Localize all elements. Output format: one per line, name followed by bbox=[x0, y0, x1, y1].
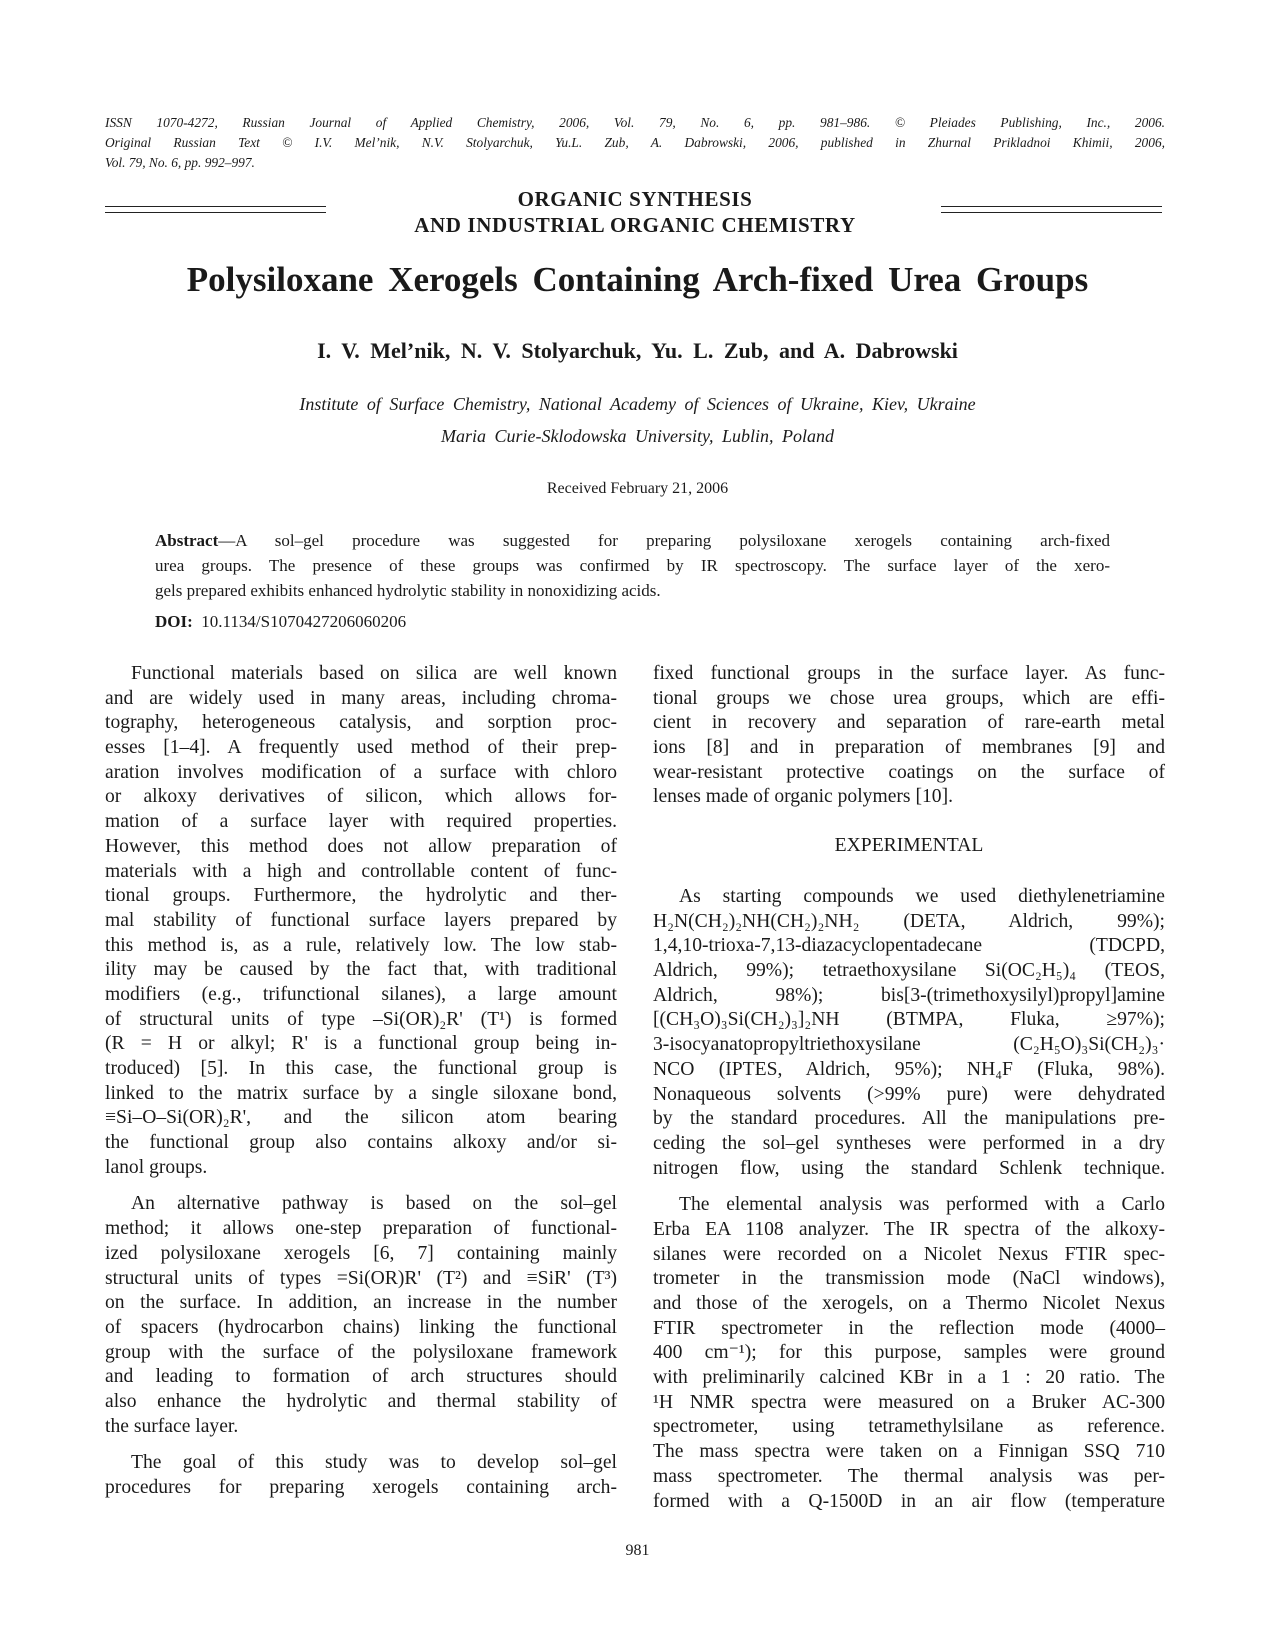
right-column-top bbox=[653, 662, 1165, 810]
body-line: this method is, as a rule, relatively low. The low stab- bbox=[105, 934, 617, 956]
body-line: method; it allows one-step preparation of functional- bbox=[105, 1218, 617, 1240]
body-line: and leading to formation of arch structures should bbox=[105, 1366, 617, 1388]
abstract-label: Abstract bbox=[155, 531, 219, 550]
body-line: Aldrich, 98%); bis[3-(trimethoxysilyl)propyl]amine bbox=[653, 984, 1165, 1006]
body-line: FTIR spectrometer in the reflection mode (4000– bbox=[653, 1317, 1165, 1339]
body-line: ¹H NMR spectra were measured on a Bruker AC-300 bbox=[653, 1391, 1165, 1413]
body-line: Functional materials based on silica are well known bbox=[131, 663, 617, 684]
header-line: ISSN 1070-4272, Russian Journal of Applied Chemistry, 2006, Vol. 79, No. 6, pp. 981–986. © Pleiades Publishing, Inc., 2006. bbox=[105, 115, 1165, 130]
body-line: trometer in the transmission mode (NaCl windows), bbox=[653, 1268, 1165, 1290]
paper-title: Polysiloxane Xerogels Containing Arch-fixed Urea Groups bbox=[186, 260, 1089, 299]
body-line: lenses made of organic polymers [10]. bbox=[653, 786, 953, 808]
rubric-rule-left bbox=[105, 206, 326, 213]
body-line: Erba EA 1108 analyzer. The IR spectra of the alkoxy- bbox=[653, 1218, 1165, 1240]
body-line: on the surface. In addition, an increase in the number bbox=[105, 1292, 617, 1314]
body-line: The goal of this study was to develop sol–gel bbox=[131, 1452, 617, 1474]
body-line: aration involves modification of a surface with chloro bbox=[105, 761, 617, 783]
body-line: An alternative pathway is based on the sol–gel bbox=[131, 1193, 617, 1215]
body-line: procedures for preparing xerogels containing arch- bbox=[105, 1477, 617, 1498]
body-line: ≡Si–O–Si(OR)₂R', and the silicon atom bearing bbox=[105, 1107, 617, 1129]
body-line: NCO (IPTES, Aldrich, 95%); NH₄F (Fluka, 98%). bbox=[653, 1058, 1165, 1080]
abstract bbox=[155, 528, 1110, 603]
body-line: of spacers (hydrocarbon chains) linking the functional bbox=[105, 1316, 617, 1338]
body-line: structural units of types =Si(OR)R' (T²) and ≡SiR' (T³) bbox=[105, 1267, 617, 1289]
body-line: the functional group also contains alkoxy and/or si- bbox=[105, 1132, 617, 1154]
abstract-line: gels prepared exhibits enhanced hydrolytic stability in nonoxidizing acids. bbox=[155, 581, 661, 600]
right-column-bottom bbox=[653, 885, 1165, 1514]
body-line: cient in recovery and separation of rare-earth metal bbox=[653, 712, 1165, 734]
body-line: 1,4,10-trioxa-7,13-diazacyclopentadecane (TDCPD, bbox=[653, 935, 1165, 957]
body-line: materials with a high and controllable content of func- bbox=[105, 860, 617, 882]
header-line: Original Russian Text © I.V. Mel’nik, N.V. Stolyarchuk, Yu.L. Zub, A. Dabrowski, 2006, published in Zhurnal Prikladnoi Khimii, 2006, bbox=[105, 135, 1165, 150]
body-line: ions [8] and in preparation of membranes [9] and bbox=[653, 737, 1165, 759]
body-line: the surface layer. bbox=[105, 1415, 239, 1437]
body-line: 400 cm⁻¹); for this purpose, samples were ground bbox=[653, 1342, 1165, 1364]
body-line: nitrogen flow, using the standard Schlenk technique. bbox=[653, 1157, 1165, 1179]
body-line: ceding the sol–gel syntheses were performed in a dry bbox=[653, 1132, 1165, 1154]
doi bbox=[155, 612, 406, 632]
body-line: fixed functional groups in the surface layer. As func- bbox=[653, 663, 1165, 684]
body-line: silanes were recorded on a Nicolet Nexus FTIR spec- bbox=[653, 1243, 1165, 1265]
body-line: [(CH₃O)₃Si(CH₂)₃]₂NH (BTMPA, Fluka, ≥97%); bbox=[653, 1009, 1165, 1031]
body-line: and are widely used in many areas, including chroma- bbox=[105, 687, 617, 709]
affiliation: Institute of Surface Chemistry, National Academy of Sciences of Ukraine, Kiev, Ukraine bbox=[299, 394, 976, 414]
body-line: formed with a Q-1500D in an air flow (temperature bbox=[653, 1490, 1165, 1512]
body-line: also enhance the hydrolytic and thermal stability of bbox=[105, 1390, 617, 1412]
body-line: However, this method does not allow preparation of bbox=[105, 835, 617, 857]
body-line: Aldrich, 99%); tetraethoxysilane Si(OC₂H₅)₄ (TEOS, bbox=[653, 960, 1165, 982]
body-line: ized polysiloxane xerogels [6, 7] containing mainly bbox=[105, 1242, 617, 1264]
doi-link[interactable]: 10.1134/S1070427206060206 bbox=[201, 612, 407, 631]
body-line: The elemental analysis was performed with a Carlo bbox=[679, 1194, 1165, 1216]
body-line: troduced) [5]. In this case, the functional group is bbox=[105, 1058, 617, 1079]
body-line: lanol groups. bbox=[105, 1156, 208, 1178]
body-line: tography, heterogeneous catalysis, and sorption proc- bbox=[105, 712, 617, 734]
rubric-rule-right bbox=[941, 206, 1162, 213]
body-line: The mass spectra were taken on a Finnigan SSQ 710 bbox=[653, 1441, 1165, 1463]
left-column bbox=[105, 662, 617, 1501]
body-line: H₂N(CH₂)₂NH(CH₂)₂NH₂ (DETA, Aldrich, 99%); bbox=[653, 910, 1165, 932]
rubric-line: ORGANIC SYNTHESIS bbox=[517, 187, 753, 211]
section-heading-experimental: EXPERIMENTAL bbox=[834, 835, 984, 856]
abstract-line bbox=[155, 528, 1110, 553]
body-line: As starting compounds we used diethylenetriamine bbox=[679, 886, 1165, 907]
body-line: linked to the matrix surface by a single siloxane bond, bbox=[105, 1082, 617, 1104]
journal-header bbox=[105, 113, 1165, 173]
abstract-line: urea groups. The presence of these groups was confirmed by IR spectroscopy. The surface layer of the xero- bbox=[155, 556, 1110, 575]
received-date: Received February 21, 2006 bbox=[546, 480, 729, 497]
abstract-text: —A sol–gel procedure was suggested for preparing polysiloxane xerogels containing arch-fixed bbox=[218, 531, 1110, 550]
body-line: and those of the xerogels, on a Thermo Nicolet Nexus bbox=[653, 1293, 1165, 1314]
body-line: tional groups. Furthermore, the hydrolytic and ther- bbox=[105, 885, 617, 907]
body-line: group with the surface of the polysiloxane framework bbox=[105, 1341, 617, 1363]
body-line: wear-resistant protective coatings on the surface of bbox=[653, 761, 1165, 783]
page-number: 981 bbox=[625, 1542, 650, 1559]
body-line: of structural units of type –Si(OR)₂R' (T¹) is formed bbox=[105, 1008, 617, 1030]
body-line: tional groups we chose urea groups, which are effi- bbox=[653, 687, 1165, 709]
body-line: ility may be caused by the fact that, with traditional bbox=[105, 959, 617, 981]
body-line: 3-isocyanatopropyltriethoxysilane (C₂H₅O)₃Si(CH₂)₃· bbox=[653, 1034, 1165, 1056]
rubric-line: AND INDUSTRIAL ORGANIC CHEMISTRY bbox=[414, 213, 856, 237]
body-line: spectrometer, using tetramethylsilane as reference. bbox=[653, 1416, 1165, 1438]
body-line: with preliminarily calcined KBr in a 1 : 20 ratio. The bbox=[653, 1367, 1165, 1389]
body-line: by the standard procedures. All the manipulations pre- bbox=[653, 1108, 1165, 1130]
affiliation: Maria Curie-Sklodowska University, Lublin, Poland bbox=[441, 426, 834, 446]
body-line: Nonaqueous solvents (>99% pure) were dehydrated bbox=[653, 1083, 1165, 1105]
body-line: or alkoxy derivatives of silicon, which allows for- bbox=[105, 786, 617, 808]
authors: I. V. Mel’nik, N. V. Stolyarchuk, Yu. L. Zub, and A. Dabrowski bbox=[317, 338, 958, 363]
body-line: (R = H or alkyl; R' is a functional group being in- bbox=[105, 1033, 617, 1055]
body-line: mal stability of functional surface layers prepared by bbox=[105, 909, 617, 931]
doi-label: DOI: bbox=[155, 612, 193, 631]
body-line: mation of a surface layer with required properties. bbox=[105, 811, 617, 833]
header-line: Vol. 79, No. 6, pp. 992–997. bbox=[105, 155, 255, 170]
body-line: modifiers (e.g., trifunctional silanes), a large amount bbox=[105, 983, 617, 1005]
body-line: esses [1–4]. A frequently used method of their prep- bbox=[105, 737, 617, 759]
body-line: mass spectrometer. The thermal analysis was per- bbox=[653, 1465, 1165, 1487]
